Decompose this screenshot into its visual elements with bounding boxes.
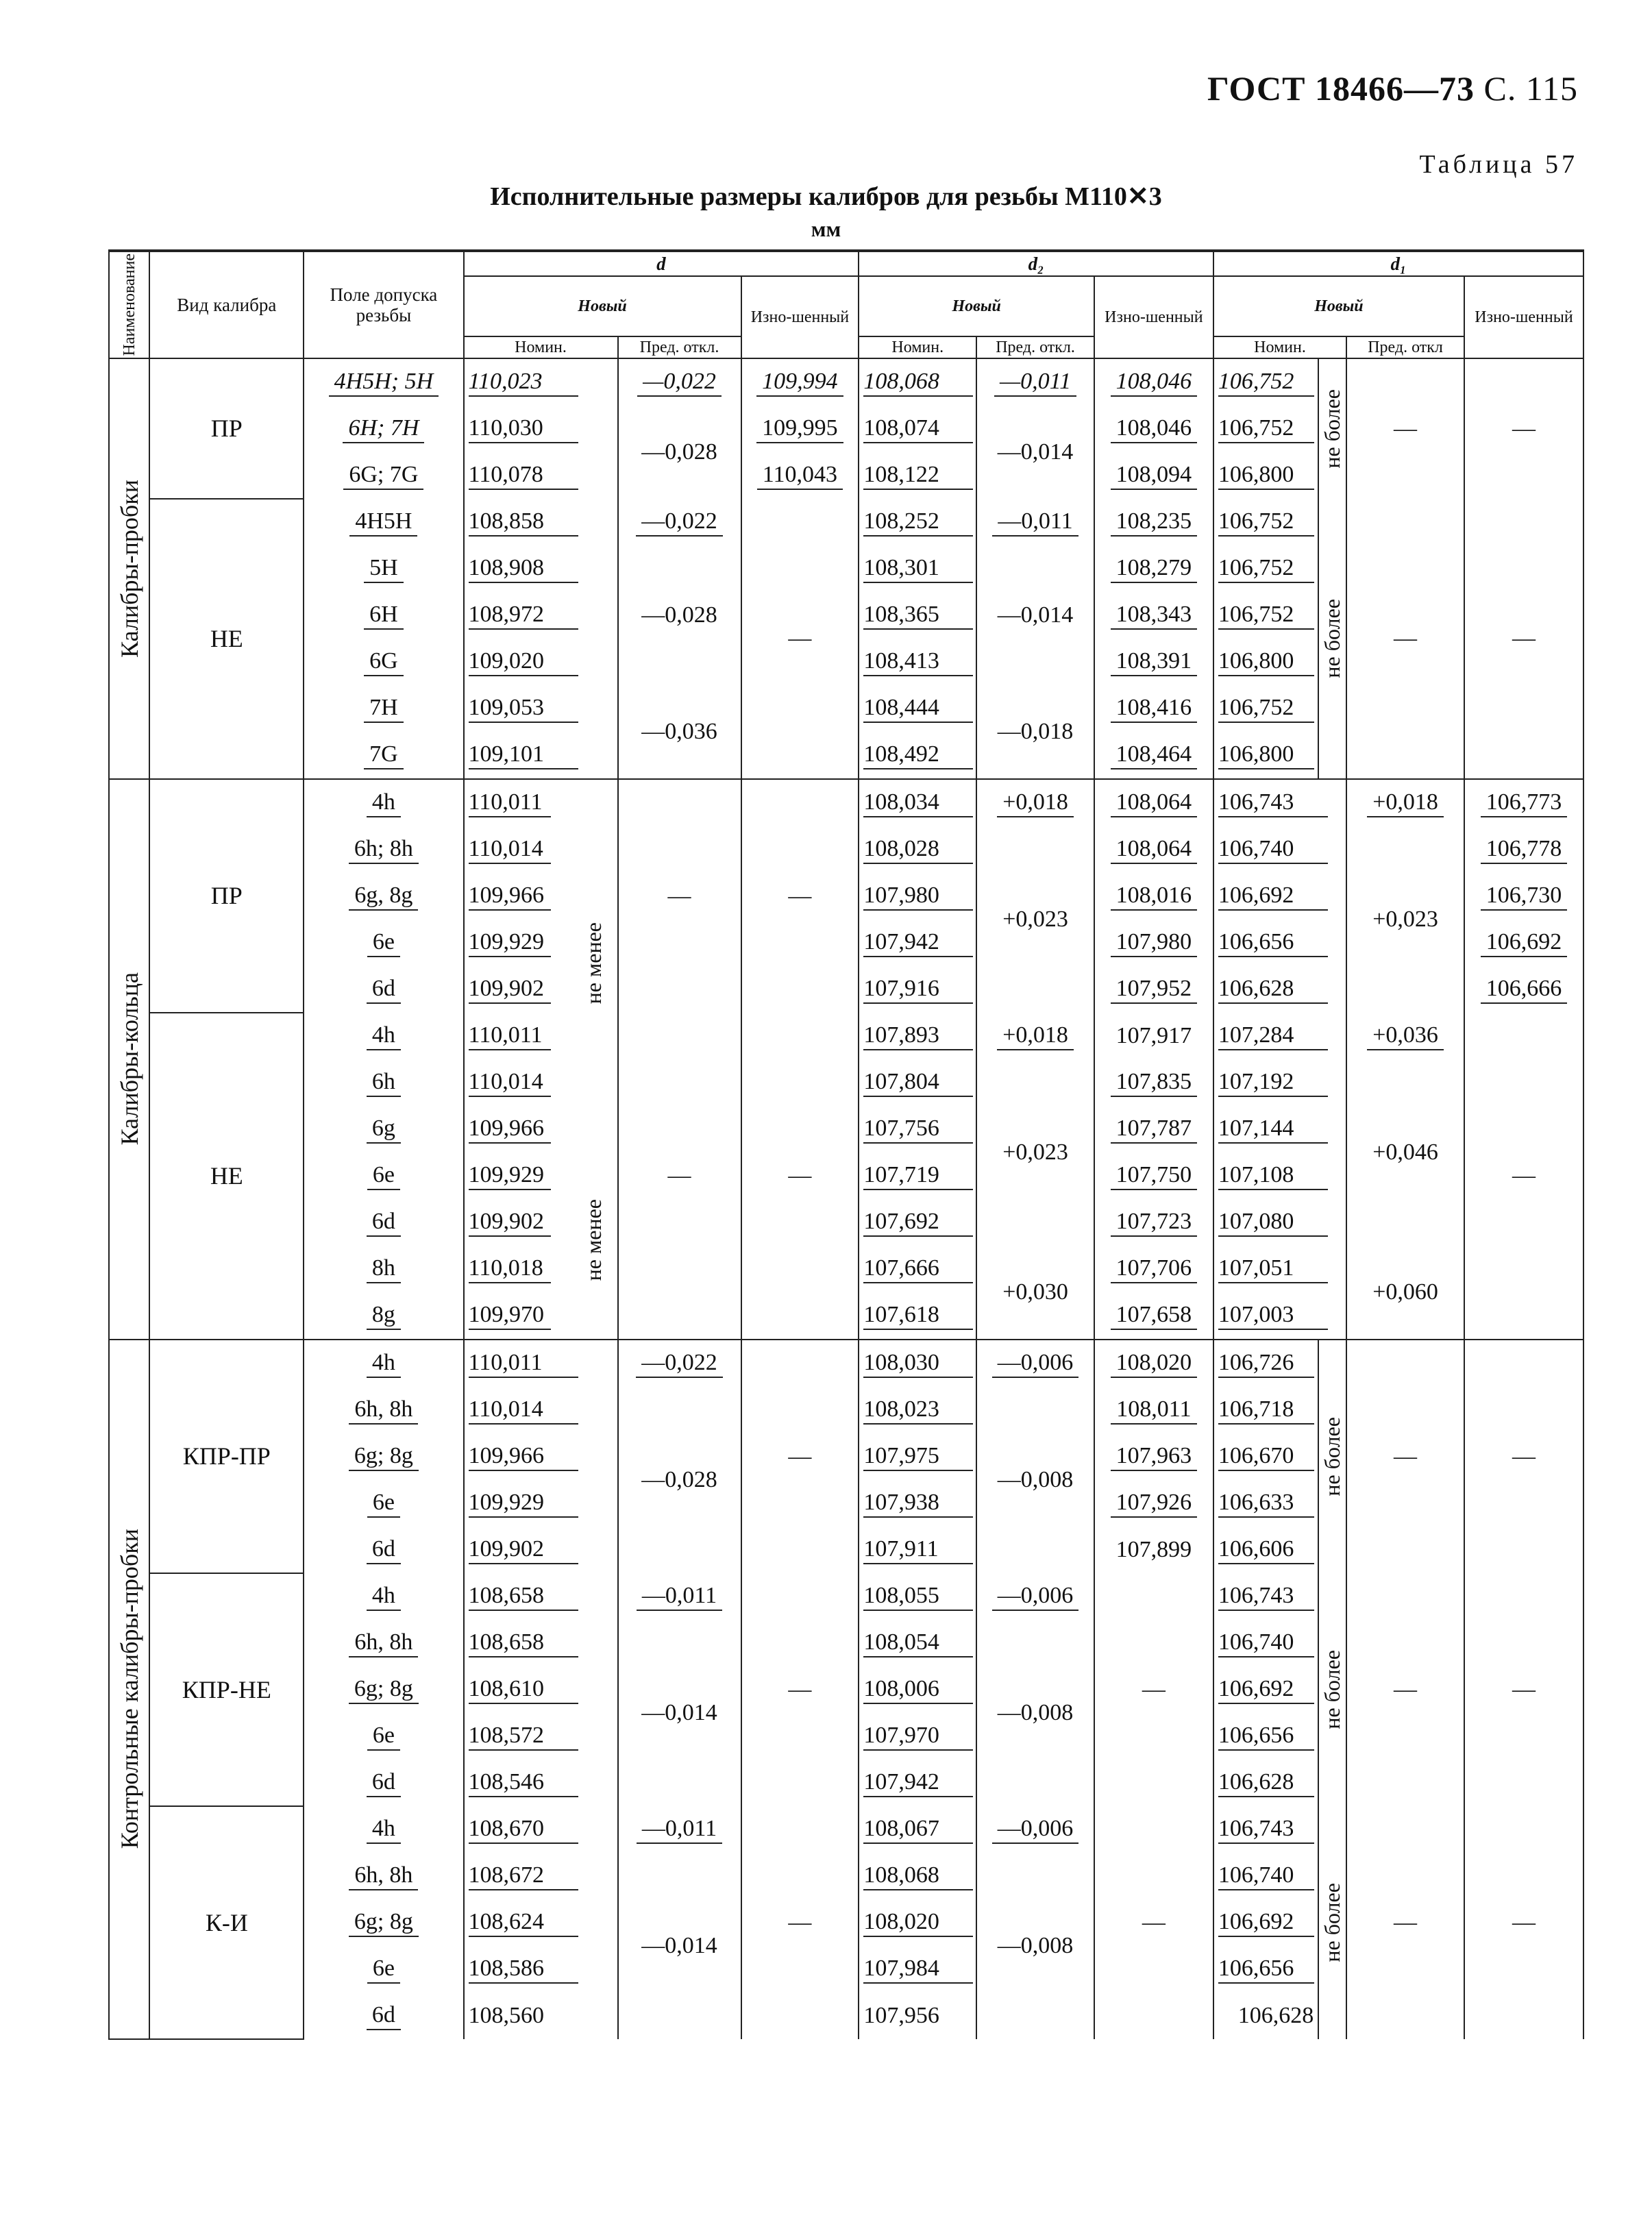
d1-nom: 106,656 bbox=[1213, 1713, 1318, 1760]
d2-nom: 107,975 bbox=[859, 1433, 976, 1480]
group-label: Калибры-пробки bbox=[109, 358, 149, 779]
header-kind: Вид калибра bbox=[149, 251, 304, 358]
d1-dev: +0,018 bbox=[1346, 779, 1464, 826]
d2-nom: 107,938 bbox=[859, 1480, 976, 1527]
header-d2-worn: Изно-шенный bbox=[1094, 276, 1213, 358]
standard-number: ГОСТ 18466—73 bbox=[1207, 69, 1475, 108]
d1-nom: 106,656 bbox=[1213, 1946, 1318, 1993]
d-nom: 110,078 bbox=[464, 452, 618, 499]
d2-worn: 107,706 bbox=[1094, 1246, 1213, 1292]
d1-nom: 106,752 bbox=[1213, 592, 1318, 639]
d1-worn: — bbox=[1464, 1013, 1583, 1340]
d2-nom: 107,984 bbox=[859, 1946, 976, 1993]
table-row bbox=[109, 1340, 1583, 1387]
d-dev: —0,011 bbox=[618, 1573, 741, 1620]
d2-nom: 108,301 bbox=[859, 545, 976, 592]
d1-nom: 106,692 bbox=[1213, 1666, 1318, 1713]
d1-dev: — bbox=[1346, 1573, 1464, 1806]
tolerance-field: 4h bbox=[304, 1806, 463, 1853]
d2-worn: 108,464 bbox=[1094, 732, 1213, 779]
d-nom: 110,030 bbox=[464, 406, 618, 452]
d-worn: — bbox=[741, 1806, 859, 2039]
d2-worn: 108,011 bbox=[1094, 1387, 1213, 1433]
tolerance-field: 4h bbox=[304, 779, 463, 826]
tolerance-field: 6h; 8h bbox=[304, 826, 463, 873]
note-max: не более bbox=[1318, 1806, 1346, 2039]
tolerance-field: 6g bbox=[304, 1106, 463, 1153]
d-nom: 109,929 bbox=[464, 1153, 618, 1199]
d2-nom: 107,942 bbox=[859, 920, 976, 966]
d2-nom: 107,980 bbox=[859, 873, 976, 920]
d2-nom: 107,756 bbox=[859, 1106, 976, 1153]
d1-nom: 106,718 bbox=[1213, 1387, 1318, 1433]
d-nom: 108,624 bbox=[464, 1899, 618, 1946]
page-number: С. 115 bbox=[1483, 69, 1578, 108]
d2-worn: 108,235 bbox=[1094, 499, 1213, 545]
d2-dev: +0,018 bbox=[976, 1013, 1094, 1059]
d-worn: — bbox=[741, 1013, 859, 1340]
tolerance-field: 6h, 8h bbox=[304, 1853, 463, 1899]
d2-worn: 107,963 bbox=[1094, 1433, 1213, 1480]
d2-nom: 107,893 bbox=[859, 1013, 976, 1059]
header-d1: d₁ bbox=[1213, 251, 1583, 276]
d2-dev: —0,008 bbox=[976, 1620, 1094, 1806]
table-unit: мм bbox=[811, 217, 841, 241]
header-d: d bbox=[464, 251, 859, 276]
d1-worn: — bbox=[1464, 1573, 1583, 1806]
d-nom: 109,970 bbox=[464, 1292, 618, 1340]
d-nom: 109,101 bbox=[464, 732, 618, 779]
tolerance-field: 6d bbox=[304, 1199, 463, 1246]
d2-worn: 108,391 bbox=[1094, 639, 1213, 685]
header-d1-worn: Изно-шенный bbox=[1464, 276, 1583, 358]
d2-worn: 108,064 bbox=[1094, 779, 1213, 826]
d-nom: 108,972 bbox=[464, 592, 618, 639]
d-nom: 109,929 bbox=[464, 920, 618, 966]
d2-nom: 108,068 bbox=[859, 1853, 976, 1899]
d-dev: —0,022 bbox=[618, 499, 741, 545]
d-dev: —0,011 bbox=[618, 1806, 741, 1853]
d2-dev: +0,018 bbox=[976, 779, 1094, 826]
d2-worn: 108,279 bbox=[1094, 545, 1213, 592]
header-d2-dev: Пред. откл. bbox=[976, 336, 1094, 358]
d1-nom: 106,752 bbox=[1213, 499, 1318, 545]
tolerance-field: 5Н bbox=[304, 545, 463, 592]
header-d2-nom: Номин. bbox=[859, 336, 976, 358]
d2-nom: 107,970 bbox=[859, 1713, 976, 1760]
d-nom: 108,610 bbox=[464, 1666, 618, 1713]
table-row bbox=[109, 1573, 1583, 1620]
tolerance-field: 6G; 7G bbox=[304, 452, 463, 499]
header-d-dev: Пред. откл. bbox=[618, 336, 741, 358]
d2-nom: 108,365 bbox=[859, 592, 976, 639]
d2-dev: —0,011 bbox=[976, 499, 1094, 545]
d-nom: 109,020 bbox=[464, 639, 618, 685]
tolerance-field: 7G bbox=[304, 732, 463, 779]
d2-worn: 108,046 bbox=[1094, 406, 1213, 452]
d1-nom: 106,800 bbox=[1213, 639, 1318, 685]
d2-worn: 107,658 bbox=[1094, 1292, 1213, 1340]
tolerance-field: 4h bbox=[304, 1013, 463, 1059]
gauge-kind: КПР-НЕ bbox=[149, 1573, 304, 1806]
tolerance-field: 4h bbox=[304, 1340, 463, 1387]
d-nom: 108,546 bbox=[464, 1760, 618, 1806]
d-nom: 110,014 bbox=[464, 1059, 618, 1106]
group-label: Контрольные калибры-пробки bbox=[109, 1340, 149, 2039]
d-nom: 109,966 bbox=[464, 1106, 618, 1153]
d-worn: 109,994 bbox=[741, 358, 859, 406]
header-d2: d₂ bbox=[859, 251, 1213, 276]
d-nom: 109,902 bbox=[464, 1527, 618, 1573]
d1-dev: +0,023 bbox=[1346, 826, 1464, 1013]
gauge-kind: ПР bbox=[149, 779, 304, 1013]
note-max: не более bbox=[1318, 1340, 1346, 1573]
tolerance-field: 4h bbox=[304, 1573, 463, 1620]
d2-nom: 107,719 bbox=[859, 1153, 976, 1199]
d-worn: — bbox=[741, 1340, 859, 1573]
header-d1-dev: Пред. откл bbox=[1346, 336, 1464, 358]
d2-worn: 107,952 bbox=[1094, 966, 1213, 1013]
d-dev: — bbox=[618, 779, 741, 1013]
d1-nom: 107,108 bbox=[1213, 1153, 1346, 1199]
d2-nom: 107,804 bbox=[859, 1059, 976, 1106]
d1-nom: 106,752 bbox=[1213, 685, 1318, 732]
d1-worn: — bbox=[1464, 1340, 1583, 1573]
tolerance-field: 6е bbox=[304, 1153, 463, 1199]
header-d1-nom: Номин. bbox=[1213, 336, 1346, 358]
tolerance-field: 6g; 8g bbox=[304, 1899, 463, 1946]
d-nom: 108,572 bbox=[464, 1713, 618, 1760]
d1-worn: — bbox=[1464, 499, 1583, 779]
header-d-nom: Номин. bbox=[464, 336, 618, 358]
d1-nom: 106,800 bbox=[1213, 452, 1318, 499]
d-nom: 108,658 bbox=[464, 1573, 618, 1620]
tolerance-field: 6h, 8h bbox=[304, 1620, 463, 1666]
tolerance-field: 6d bbox=[304, 1527, 463, 1573]
d-nom: 109,966 bbox=[464, 873, 618, 920]
d2-dev: —0,014 bbox=[976, 406, 1094, 499]
d2-dev: —0,011 bbox=[976, 358, 1094, 406]
d1-nom: 106,743 bbox=[1213, 779, 1346, 826]
d2-nom: 108,444 bbox=[859, 685, 976, 732]
d1-nom: 107,003 bbox=[1213, 1292, 1346, 1340]
d2-dev: +0,030 bbox=[976, 1246, 1094, 1340]
d-nom: 109,902 bbox=[464, 1199, 618, 1246]
tolerance-field: 6d bbox=[304, 1993, 463, 2039]
tolerance-field: 6е bbox=[304, 1480, 463, 1527]
gauge-kind: К-И bbox=[149, 1806, 304, 2039]
d2-nom: 107,916 bbox=[859, 966, 976, 1013]
d-nom: 110,023 bbox=[464, 358, 618, 406]
d-dev: —0,028 bbox=[618, 1387, 741, 1573]
gauge-kind: КПР-ПР bbox=[149, 1340, 304, 1573]
d-dev: —0,028 bbox=[618, 545, 741, 685]
header-d2-new: Новый bbox=[859, 276, 1094, 336]
d-dev: —0,022 bbox=[618, 1340, 741, 1387]
table-header bbox=[109, 251, 1583, 358]
note-max: не более bbox=[1318, 1573, 1346, 1806]
d2-nom: 108,028 bbox=[859, 826, 976, 873]
d1-nom: 106,752 bbox=[1213, 358, 1318, 406]
d1-nom: 106,633 bbox=[1213, 1480, 1318, 1527]
d1-nom: 106,752 bbox=[1213, 406, 1318, 452]
d-worn: — bbox=[741, 1573, 859, 1806]
d-dev: —0,028 bbox=[618, 406, 741, 499]
d2-worn: — bbox=[1094, 1573, 1213, 1806]
d1-nom: 106,692 bbox=[1213, 1899, 1318, 1946]
d2-worn: 107,787 bbox=[1094, 1106, 1213, 1153]
d2-dev: —0,008 bbox=[976, 1387, 1094, 1573]
d2-nom: 108,023 bbox=[859, 1387, 976, 1433]
d2-dev: —0,018 bbox=[976, 685, 1094, 779]
d1-worn: — bbox=[1464, 1806, 1583, 2039]
d-worn: — bbox=[741, 779, 859, 1013]
gauge-kind: НЕ bbox=[149, 499, 304, 779]
header-d-new: Новый bbox=[464, 276, 741, 336]
tolerance-field: 6d bbox=[304, 1760, 463, 1806]
tolerance-field: 4Н5Н bbox=[304, 499, 463, 545]
d2-dev: —0,008 bbox=[976, 1853, 1094, 2039]
d2-worn: 107,980 bbox=[1094, 920, 1213, 966]
d2-nom: 108,054 bbox=[859, 1620, 976, 1666]
d1-dev: +0,046 bbox=[1346, 1059, 1464, 1246]
d-nom: 109,929 bbox=[464, 1480, 618, 1527]
table-row bbox=[109, 1806, 1583, 1853]
d2-worn: 108,094 bbox=[1094, 452, 1213, 499]
table-row bbox=[109, 499, 1583, 545]
d-nom: 110,018 bbox=[464, 1246, 618, 1292]
d1-nom: 107,192 bbox=[1213, 1059, 1346, 1106]
gauge-dimensions-table bbox=[108, 249, 1584, 2040]
header-d-worn: Изно-шенный bbox=[741, 276, 859, 358]
header-name: Наименование bbox=[109, 251, 149, 358]
d2-nom: 108,074 bbox=[859, 406, 976, 452]
d1-nom: 107,080 bbox=[1213, 1199, 1346, 1246]
d1-nom: 106,740 bbox=[1213, 1853, 1318, 1899]
d2-worn: 108,416 bbox=[1094, 685, 1213, 732]
d2-nom: 107,618 bbox=[859, 1292, 976, 1340]
table-row bbox=[109, 358, 1583, 406]
d2-dev: —0,014 bbox=[976, 545, 1094, 685]
tolerance-field: 8g bbox=[304, 1292, 463, 1340]
note-min-ring-pr: не менее bbox=[580, 922, 606, 1004]
d1-dev: +0,060 bbox=[1346, 1246, 1464, 1340]
page-header bbox=[1207, 69, 1578, 108]
d1-worn: 106,692 bbox=[1464, 920, 1583, 966]
d2-worn: 107,750 bbox=[1094, 1153, 1213, 1199]
d-nom: 108,560 bbox=[464, 1993, 618, 2039]
d2-worn: 108,046 bbox=[1094, 358, 1213, 406]
d2-worn: — bbox=[1094, 1806, 1213, 2039]
d1-nom: 106,692 bbox=[1213, 873, 1346, 920]
d-worn: — bbox=[741, 499, 859, 779]
d2-nom: 108,067 bbox=[859, 1806, 976, 1853]
d1-nom: 106,743 bbox=[1213, 1806, 1318, 1853]
table-number: Таблица 57 bbox=[1419, 150, 1578, 179]
d1-dev: — bbox=[1346, 358, 1464, 499]
tolerance-field: 6d bbox=[304, 966, 463, 1013]
d1-worn: 106,730 bbox=[1464, 873, 1583, 920]
d-nom: 110,014 bbox=[464, 1387, 618, 1433]
d1-nom: 106,656 bbox=[1213, 920, 1346, 966]
d2-nom: 108,034 bbox=[859, 779, 976, 826]
d-nom: 108,586 bbox=[464, 1946, 618, 1993]
tolerance-field: 6g; 8g bbox=[304, 1433, 463, 1480]
tolerance-field: 6е bbox=[304, 1713, 463, 1760]
tolerance-field: 6h bbox=[304, 1059, 463, 1106]
d2-worn: 107,926 bbox=[1094, 1480, 1213, 1527]
d1-nom: 106,743 bbox=[1213, 1573, 1318, 1620]
d-nom: 109,966 bbox=[464, 1433, 618, 1480]
d2-worn: 107,835 bbox=[1094, 1059, 1213, 1106]
d-nom: 110,014 bbox=[464, 826, 618, 873]
header-field: Поле допуска резьбы bbox=[304, 251, 463, 358]
d-dev: —0,022 bbox=[618, 358, 741, 406]
d1-dev: +0,036 bbox=[1346, 1013, 1464, 1059]
d2-nom: 108,122 bbox=[859, 452, 976, 499]
d2-nom: 108,055 bbox=[859, 1573, 976, 1620]
d-dev: —0,014 bbox=[618, 1620, 741, 1806]
d2-worn: 108,064 bbox=[1094, 826, 1213, 873]
d2-nom: 107,911 bbox=[859, 1527, 976, 1573]
d1-nom: 106,800 bbox=[1213, 732, 1318, 779]
table-row bbox=[109, 1013, 1583, 1059]
d2-dev: +0,023 bbox=[976, 1059, 1094, 1246]
table-body bbox=[109, 358, 1583, 2039]
d-worn: 110,043 bbox=[741, 452, 859, 499]
tolerance-field: 7Н bbox=[304, 685, 463, 732]
d2-nom: 108,413 bbox=[859, 639, 976, 685]
d-nom: 110,011 bbox=[464, 1013, 618, 1059]
d2-worn: 108,343 bbox=[1094, 592, 1213, 639]
d2-worn: 107,917 bbox=[1094, 1013, 1213, 1059]
d-dev: —0,014 bbox=[618, 1853, 741, 2039]
d-dev: —0,036 bbox=[618, 685, 741, 779]
d1-nom: 106,670 bbox=[1213, 1433, 1318, 1480]
d2-dev: —0,006 bbox=[976, 1806, 1094, 1853]
d-nom: 108,672 bbox=[464, 1853, 618, 1899]
d2-nom: 108,006 bbox=[859, 1666, 976, 1713]
d2-dev: —0,006 bbox=[976, 1573, 1094, 1620]
tolerance-field: 8h bbox=[304, 1246, 463, 1292]
d2-worn: 108,020 bbox=[1094, 1340, 1213, 1387]
d1-nom: 106,628 bbox=[1213, 1993, 1318, 2039]
d2-nom: 108,252 bbox=[859, 499, 976, 545]
d1-nom: 106,606 bbox=[1213, 1527, 1318, 1573]
d1-nom: 106,752 bbox=[1213, 545, 1318, 592]
d2-worn: 108,016 bbox=[1094, 873, 1213, 920]
d-nom: 110,011 bbox=[464, 779, 618, 826]
d1-dev: — bbox=[1346, 499, 1464, 779]
d-nom: 108,658 bbox=[464, 1620, 618, 1666]
d-nom: 109,902 bbox=[464, 966, 618, 1013]
d2-nom: 107,666 bbox=[859, 1246, 976, 1292]
tolerance-field: 6Н; 7Н bbox=[304, 406, 463, 452]
d1-worn: 106,773 bbox=[1464, 779, 1583, 826]
d2-nom: 107,956 bbox=[859, 1993, 976, 2039]
d2-dev: —0,006 bbox=[976, 1340, 1094, 1387]
d-nom: 108,908 bbox=[464, 545, 618, 592]
header-d1-new: Новый bbox=[1213, 276, 1464, 336]
d1-nom: 106,726 bbox=[1213, 1340, 1318, 1387]
gauge-kind: ПР bbox=[149, 358, 304, 499]
d2-nom: 107,692 bbox=[859, 1199, 976, 1246]
gauge-kind: НЕ bbox=[149, 1013, 304, 1340]
d1-nom: 106,628 bbox=[1213, 966, 1346, 1013]
tolerance-field: 4Н5Н; 5Н bbox=[304, 358, 463, 406]
d1-worn: — bbox=[1464, 358, 1583, 499]
tolerance-field: 6g; 8g bbox=[304, 1666, 463, 1713]
d2-dev: +0,023 bbox=[976, 826, 1094, 1013]
d2-nom: 108,030 bbox=[859, 1340, 976, 1387]
d1-dev: — bbox=[1346, 1340, 1464, 1573]
group-label: Калибры-кольца bbox=[109, 779, 149, 1340]
d1-nom: 106,628 bbox=[1213, 1760, 1318, 1806]
d2-worn: 107,723 bbox=[1094, 1199, 1213, 1246]
d1-worn: 106,666 bbox=[1464, 966, 1583, 1013]
tolerance-field: 6G bbox=[304, 639, 463, 685]
d-nom: 109,053 bbox=[464, 685, 618, 732]
d2-nom: 108,068 bbox=[859, 358, 976, 406]
d2-worn: 107,899 bbox=[1094, 1527, 1213, 1573]
d1-nom: 107,144 bbox=[1213, 1106, 1346, 1153]
d2-nom: 107,942 bbox=[859, 1760, 976, 1806]
d-dev: — bbox=[618, 1013, 741, 1340]
table-row bbox=[109, 779, 1583, 826]
table-title: Исполнительные размеры калибров для резьбы М110✕3 bbox=[490, 182, 1162, 211]
d2-nom: 108,492 bbox=[859, 732, 976, 779]
note-min-ring-ne: не менее bbox=[580, 1199, 606, 1281]
note-max: не более bbox=[1318, 499, 1346, 779]
d1-nom: 106,740 bbox=[1213, 826, 1346, 873]
d-worn: 109,995 bbox=[741, 406, 859, 452]
d1-dev: — bbox=[1346, 1806, 1464, 2039]
d1-nom: 106,740 bbox=[1213, 1620, 1318, 1666]
d-nom: 110,011 bbox=[464, 1340, 618, 1387]
tolerance-field: 6Н bbox=[304, 592, 463, 639]
note-max: не более bbox=[1318, 358, 1346, 499]
d1-nom: 107,051 bbox=[1213, 1246, 1346, 1292]
d2-nom: 108,020 bbox=[859, 1899, 976, 1946]
d-nom: 108,858 bbox=[464, 499, 618, 545]
tolerance-field: 6h, 8h bbox=[304, 1387, 463, 1433]
d1-worn: 106,778 bbox=[1464, 826, 1583, 873]
tolerance-field: 6g, 8g bbox=[304, 873, 463, 920]
tolerance-field: 6е bbox=[304, 920, 463, 966]
d1-nom: 107,284 bbox=[1213, 1013, 1346, 1059]
d-nom: 108,670 bbox=[464, 1806, 618, 1853]
tolerance-field: 6е bbox=[304, 1946, 463, 1993]
